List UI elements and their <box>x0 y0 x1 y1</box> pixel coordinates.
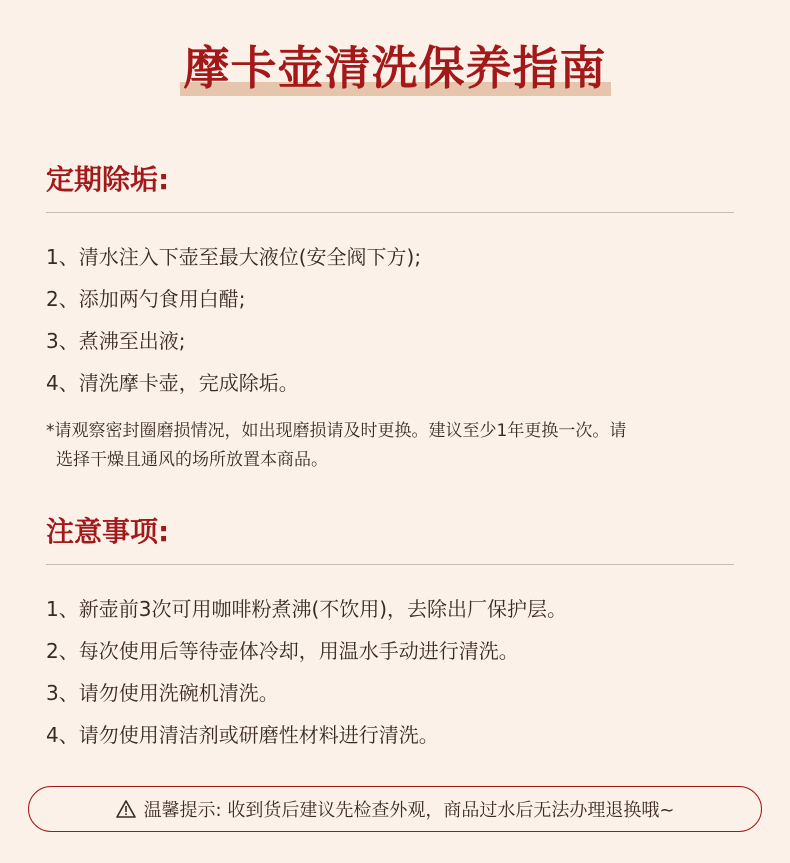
list-item: 1、新壶前3次可用咖啡粉煮沸(不饮用)，去除出厂保护层。 <box>46 597 568 621</box>
section-divider <box>46 212 734 213</box>
list-item: 3、煮沸至出液; <box>46 329 186 353</box>
list-item: 4、请勿使用清洁剂或研磨性材料进行清洗。 <box>46 723 439 747</box>
descaling-section <box>46 160 736 475</box>
descaling-heading: 定期除垢: <box>46 163 170 196</box>
seal-note-line-2: 选择干燥且通风的场所放置本商品。 <box>56 450 328 470</box>
list-item: 2、添加两勺食用白醋; <box>46 287 246 311</box>
list-item: 4、清洗摩卡壶，完成除垢。 <box>46 371 299 395</box>
precautions-heading: 注意事项: <box>46 515 170 548</box>
section-divider <box>46 564 734 565</box>
precautions-list <box>46 595 736 763</box>
warning-triangle-icon <box>116 799 136 819</box>
page-title <box>180 38 611 98</box>
warning-text: 温馨提示: 收到货后建议先检查外观，商品过水后无法办理退换哦~ <box>143 800 675 821</box>
seal-note-line-1: *请观察密封圈磨损情况，如出现磨损请及时更换。建议至少1年更换一次。请 <box>46 421 627 441</box>
list-item: 2、每次使用后等待壶体冷却，用温水手动进行清洗。 <box>46 639 519 663</box>
precautions-section <box>46 512 736 763</box>
title-area <box>0 38 790 98</box>
seal-note <box>46 417 746 475</box>
warning-banner <box>28 786 762 832</box>
list-item: 3、请勿使用洗碗机清洗。 <box>46 681 279 705</box>
list-item: 1、清水注入下壶至最大液位(安全阀下方); <box>46 245 422 269</box>
descaling-steps <box>46 243 736 411</box>
page-title-text: 摩卡壶清洗保养指南 <box>183 41 607 95</box>
